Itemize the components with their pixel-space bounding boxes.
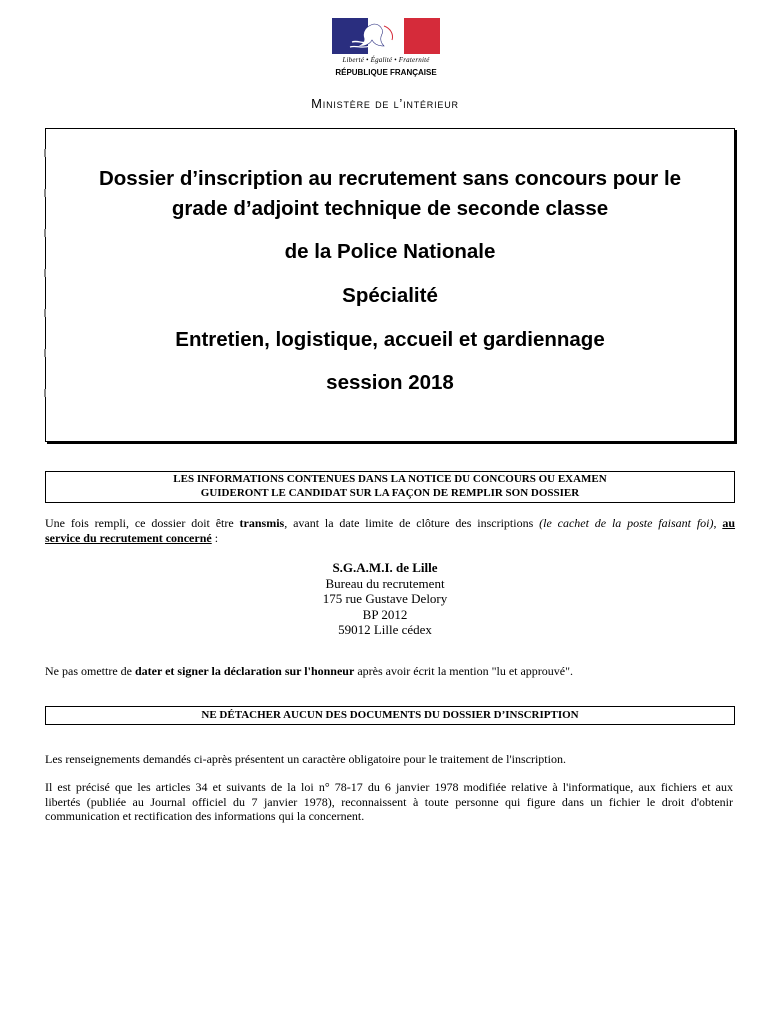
intro-text: Une fois rempli, ce dossier doit être xyxy=(45,516,240,530)
marianne-icon xyxy=(344,20,408,54)
address-line-2: 175 rue Gustave Delory xyxy=(322,591,448,606)
reminder-text: Ne pas omettre de xyxy=(45,664,135,678)
address-name: S.G.A.M.I. de Lille xyxy=(332,560,438,575)
title-line-4: Spécialité xyxy=(342,284,438,307)
intro-paragraph xyxy=(45,516,735,546)
law-line-2: libertés (publiée au Journal officiel du 7 janvier 1978), reconnaissent à toute personne qui figure dans un fichier le droit d'obtenir xyxy=(45,794,733,809)
title-line-2: grade d’adjoint technique de seconde classe xyxy=(171,197,609,220)
republique-francaise-logo xyxy=(330,18,442,82)
info-paragraph: Les renseignements demandés ci-après présentent un caractère obligatoire pour le traitement de l'inscription. xyxy=(45,752,566,766)
title-line-5: Entretien, logistique, accueil et gardiennage xyxy=(175,328,605,351)
intro-text-2: , avant la date limite de clôture des inscriptions xyxy=(284,516,540,530)
intro-transmis: transmis xyxy=(239,516,285,530)
intro-text-4: : xyxy=(211,531,219,545)
intro-text-3: , xyxy=(713,516,723,530)
intro-italic: (le cachet de la poste faisant foi) xyxy=(539,516,714,530)
title-line-1: Dossier d’inscription au recrutement sans concours pour le xyxy=(98,167,682,190)
intro-service: service du recrutement concerné xyxy=(45,531,212,545)
address-line-1: Bureau du recrutement xyxy=(325,575,445,591)
address-line-3: BP 2012 xyxy=(362,606,408,622)
notice-line-1: LES INFORMATIONS CONTENUES DANS LA NOTICE DU CONCOURS OU EXAMEN xyxy=(173,473,607,485)
law-paragraph xyxy=(45,780,733,824)
notice-line-2: GUIDERONT LE CANDIDAT SUR LA FAÇON DE REMPLIR SON DOSSIER xyxy=(200,487,580,499)
title-line-6: session 2018 xyxy=(326,371,454,394)
republic-name: RÉPUBLIQUE FRANÇAISE xyxy=(335,68,437,77)
address-block xyxy=(0,560,770,638)
law-line-3: communication et rectification des informations qui la concernent. xyxy=(45,809,365,823)
detach-notice: NE DÉTACHER AUCUN DES DOCUMENTS DU DOSSIER D’INSCRIPTION xyxy=(45,706,735,725)
ministry-name: Ministère de l’intérieur xyxy=(311,96,459,111)
reminder-paragraph xyxy=(45,664,745,679)
reminder-bold: dater et signer la déclaration sur l'honneur xyxy=(134,664,355,678)
intro-au: au xyxy=(722,516,736,530)
title-box xyxy=(45,128,735,442)
republic-motto: Liberté • Égalité • Fraternité xyxy=(342,56,430,64)
address-line-4: 59012 Lille cédex xyxy=(338,622,432,637)
law-line-1: Il est précisé que les articles 34 et suivants de la loi n° 78-17 du 6 janvier 1978 modifiée relative à l'informatique, aux fichiers et aux xyxy=(45,780,733,794)
title-line-3: de la Police Nationale xyxy=(284,240,496,263)
notice-box xyxy=(45,471,735,503)
reminder-text-2: après avoir écrit la mention "lu et approuvé". xyxy=(354,664,574,678)
